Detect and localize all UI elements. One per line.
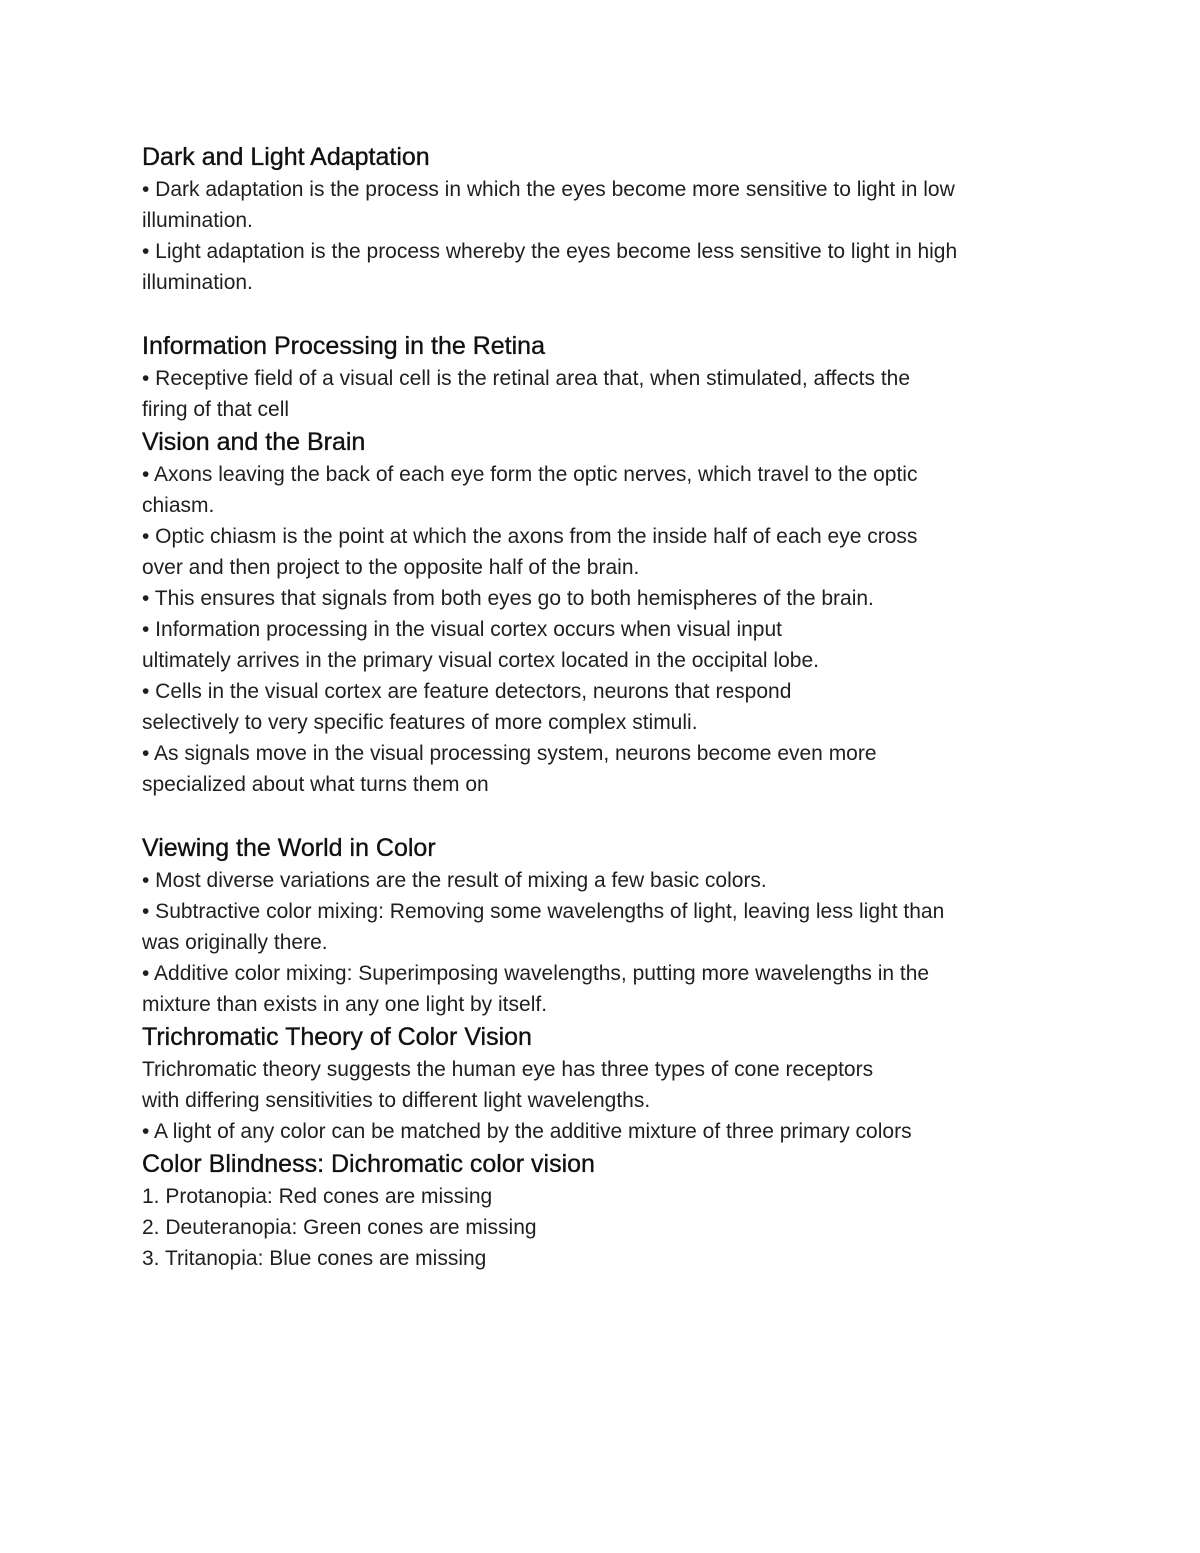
paragraph-gap xyxy=(142,298,1062,329)
text-line: • Axons leaving the back of each eye form the optic nerves, which travel to the optic xyxy=(142,463,918,486)
paragraph-gap xyxy=(142,800,1062,831)
list-item: 2. Deuteranopia: Green cones are missing xyxy=(142,1216,537,1239)
section-trichromatic-theory xyxy=(142,1020,1062,1147)
text-line: • A light of any color can be matched by the additive mixture of three primary colors xyxy=(142,1120,912,1143)
text-line: • Dark adaptation is the process in which the eyes become more sensitive to light in low xyxy=(142,178,955,201)
text-line: over and then project to the opposite half of the brain. xyxy=(142,556,640,579)
section-viewing-world-in-color xyxy=(142,831,1062,1020)
text-line: with differing sensitivities to different light wavelengths. xyxy=(142,1089,651,1112)
section-heading: Vision and the Brain xyxy=(142,428,366,456)
section-dark-light-adaptation xyxy=(142,140,1062,298)
section-heading: Color Blindness: Dichromatic color vision xyxy=(142,1150,595,1178)
section-heading: Viewing the World in Color xyxy=(142,834,436,862)
section-information-processing-retina xyxy=(142,329,1062,425)
text-line: selectively to very specific features of more complex stimuli. xyxy=(142,711,698,734)
list-item: 1. Protanopia: Red cones are missing xyxy=(142,1185,493,1208)
section-heading: Information Processing in the Retina xyxy=(142,332,545,360)
section-vision-and-brain xyxy=(142,425,1062,800)
text-line: • Additive color mixing: Superimposing wavelengths, putting more wavelengths in the xyxy=(142,962,930,985)
text-line: • Cells in the visual cortex are feature detectors, neurons that respond xyxy=(142,680,792,703)
text-line: was originally there. xyxy=(142,931,328,954)
text-line: • As signals move in the visual processing system, neurons become even more xyxy=(142,742,877,765)
section-color-blindness xyxy=(142,1147,1062,1274)
list-item: 3. Tritanopia: Blue cones are missing xyxy=(142,1247,487,1270)
text-line: illumination. xyxy=(142,209,253,232)
text-line: • Receptive field of a visual cell is the retinal area that, when stimulated, affects the xyxy=(142,367,911,390)
text-line: illumination. xyxy=(142,271,253,294)
text-line: • Information processing in the visual cortex occurs when visual input xyxy=(142,618,782,641)
text-line: ultimately arrives in the primary visual cortex located in the occipital lobe. xyxy=(142,649,819,672)
document-page xyxy=(142,140,1062,1274)
text-line: chiasm. xyxy=(142,494,215,517)
text-line: • This ensures that signals from both eyes go to both hemispheres of the brain. xyxy=(142,587,874,610)
text-line: • Light adaptation is the process whereby the eyes become less sensitive to light in high xyxy=(142,240,958,263)
section-heading: Dark and Light Adaptation xyxy=(142,143,430,171)
text-line: Trichromatic theory suggests the human eye has three types of cone receptors xyxy=(142,1058,874,1081)
text-line: • Optic chiasm is the point at which the axons from the inside half of each eye cross xyxy=(142,525,918,548)
text-line: mixture than exists in any one light by itself. xyxy=(142,993,548,1016)
text-line: specialized about what turns them on xyxy=(142,773,489,796)
text-line: • Most diverse variations are the result of mixing a few basic colors. xyxy=(142,869,767,892)
text-line: firing of that cell xyxy=(142,398,290,421)
section-heading: Trichromatic Theory of Color Vision xyxy=(142,1023,532,1051)
text-line: • Subtractive color mixing: Removing some wavelengths of light, leaving less light than xyxy=(142,900,945,923)
